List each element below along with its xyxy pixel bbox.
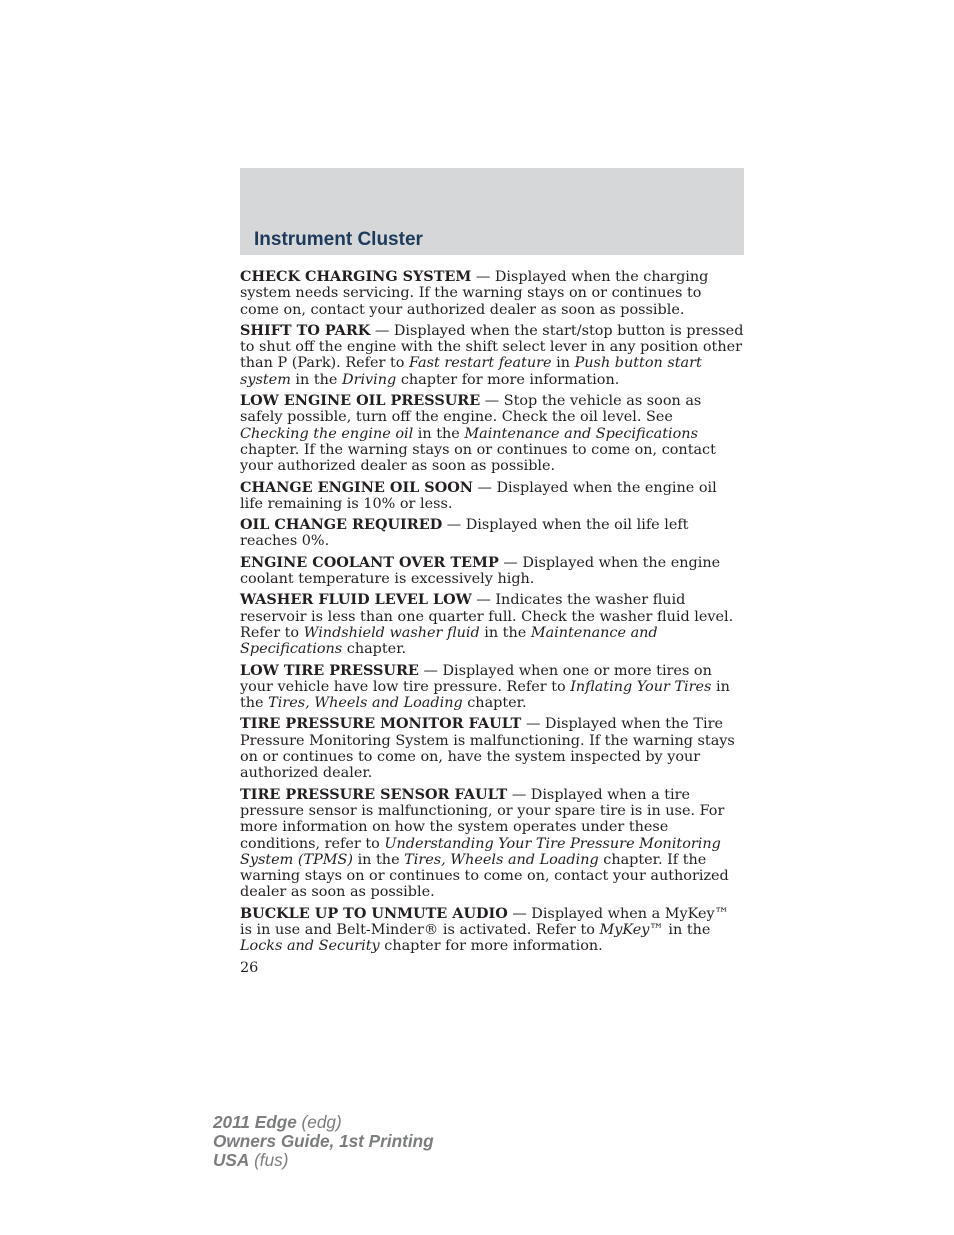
message-entry [240, 716, 744, 781]
page-number: 26 [240, 959, 259, 976]
message-entry [240, 517, 744, 550]
message-term: CHECK CHARGING SYSTEM [240, 268, 472, 285]
message-term: TIRE PRESSURE SENSOR FAULT [240, 785, 508, 803]
message-entry [240, 592, 744, 657]
message-entry [240, 555, 744, 588]
message-description: in the [479, 624, 531, 641]
cross-reference: Windshield washer fluid [303, 624, 480, 641]
message-description: in the [413, 425, 465, 442]
footer-imprint [213, 1113, 434, 1170]
cross-reference: Maintenance and Specifications [240, 624, 658, 658]
cross-reference: Tires, Wheels and Loading [268, 695, 463, 712]
message-description: in the [353, 851, 405, 868]
section-title: Instrument Cluster [254, 229, 423, 250]
message-description: in the [663, 921, 711, 938]
message-description: — Displayed when a tire pressure sensor is malfunctioning, or your spare tire is in use. For more information on how the system operates under these conditions, refer to [240, 786, 725, 852]
message-entry [240, 480, 744, 513]
message-entry [240, 393, 744, 474]
message-term: ENGINE COOLANT OVER TEMP [240, 553, 499, 571]
cross-reference: Fast restart feature [409, 355, 552, 372]
message-description: chapter for more information. [379, 938, 603, 955]
message-description: — Stop the vehicle as soon as safely possible, turn off the engine. Check the oil level. See [240, 393, 702, 426]
message-description: — Displayed when the engine coolant temperature is excessively high. [240, 554, 721, 588]
cross-reference: Push button start system [240, 355, 702, 388]
message-description: — Displayed when one or more tires on your vehicle have low tire pressure. Refer to [240, 662, 712, 695]
cross-reference: Checking the engine oil [240, 425, 414, 442]
message-description: — Displayed when the charging system needs servicing. If the warning stays on or continues to come on, contact your authorized dealer as soon as possible. [240, 269, 709, 318]
cross-reference: Maintenance and Specifications [464, 425, 698, 442]
message-term: CHANGE ENGINE OIL SOON [240, 478, 473, 496]
message-term: WASHER FLUID LEVEL LOW [240, 591, 472, 609]
cross-reference: Understanding Your Tire Pressure Monitoring System (TPMS) [240, 835, 721, 868]
message-entry [240, 323, 744, 388]
message-description: — Displayed when a MyKey™ is in use and Belt-Minder® is activated. Refer to [240, 905, 730, 938]
cross-reference: Locks and Security [240, 938, 380, 955]
cross-reference: MyKey™ [599, 921, 664, 938]
message-entry [240, 269, 744, 318]
message-description: chapter. If the warning stays on or continues to come on, contact your authorized dealer as soon as possible. [240, 851, 729, 901]
footer-line-edition: Owners Guide, 1st Printing [213, 1131, 434, 1151]
cross-reference: Driving [342, 371, 397, 388]
message-description: chapter. [342, 641, 407, 658]
footer-line-market: USA (fus) [213, 1150, 289, 1170]
footer-line-model: 2011 Edge (edg) [213, 1112, 342, 1132]
message-term: SHIFT TO PARK [240, 321, 371, 339]
message-description: chapter. If the warning stays on or continues to come on, contact your authorized dealer as soon as possible. [240, 441, 716, 475]
message-description: — Displayed when the Tire Pressure Monitoring System is malfunctioning. If the warning stays on or continues to come on, have the system inspected by your authorized dealer. [240, 716, 735, 782]
message-term: LOW ENGINE OIL PRESSURE [240, 392, 481, 410]
message-description: — Indicates the washer fluid reservoir is less than one quarter full. Check the washer fluid level. Refer to [240, 592, 734, 641]
message-description: in the [240, 678, 730, 712]
message-term: LOW TIRE PRESSURE [240, 661, 419, 679]
message-list [240, 269, 744, 955]
section-header-band [240, 168, 744, 255]
message-description: in the [290, 371, 343, 388]
message-entry [240, 787, 744, 901]
message-term: OIL CHANGE REQUIRED [240, 516, 443, 534]
cross-reference: Inflating Your Tires [570, 678, 712, 695]
message-entry [240, 663, 744, 712]
message-description: — Displayed when the start/stop button is pressed to shut off the engine with the shift select lever in any position other than P (Park). Refer to [240, 322, 744, 372]
message-description: — Displayed when the engine oil life remaining is 10% or less. [240, 479, 717, 512]
message-entry [240, 906, 744, 955]
message-description: in [551, 355, 575, 372]
message-term: TIRE PRESSURE MONITOR FAULT [240, 715, 522, 733]
message-description: chapter. [462, 695, 527, 712]
content-column [240, 269, 744, 976]
message-description: — Displayed when the oil life left reaches 0%. [240, 517, 689, 550]
cross-reference: Tires, Wheels and Loading [404, 851, 599, 868]
message-description: chapter for more information. [396, 371, 620, 388]
message-term: BUCKLE UP TO UNMUTE AUDIO [240, 904, 508, 922]
